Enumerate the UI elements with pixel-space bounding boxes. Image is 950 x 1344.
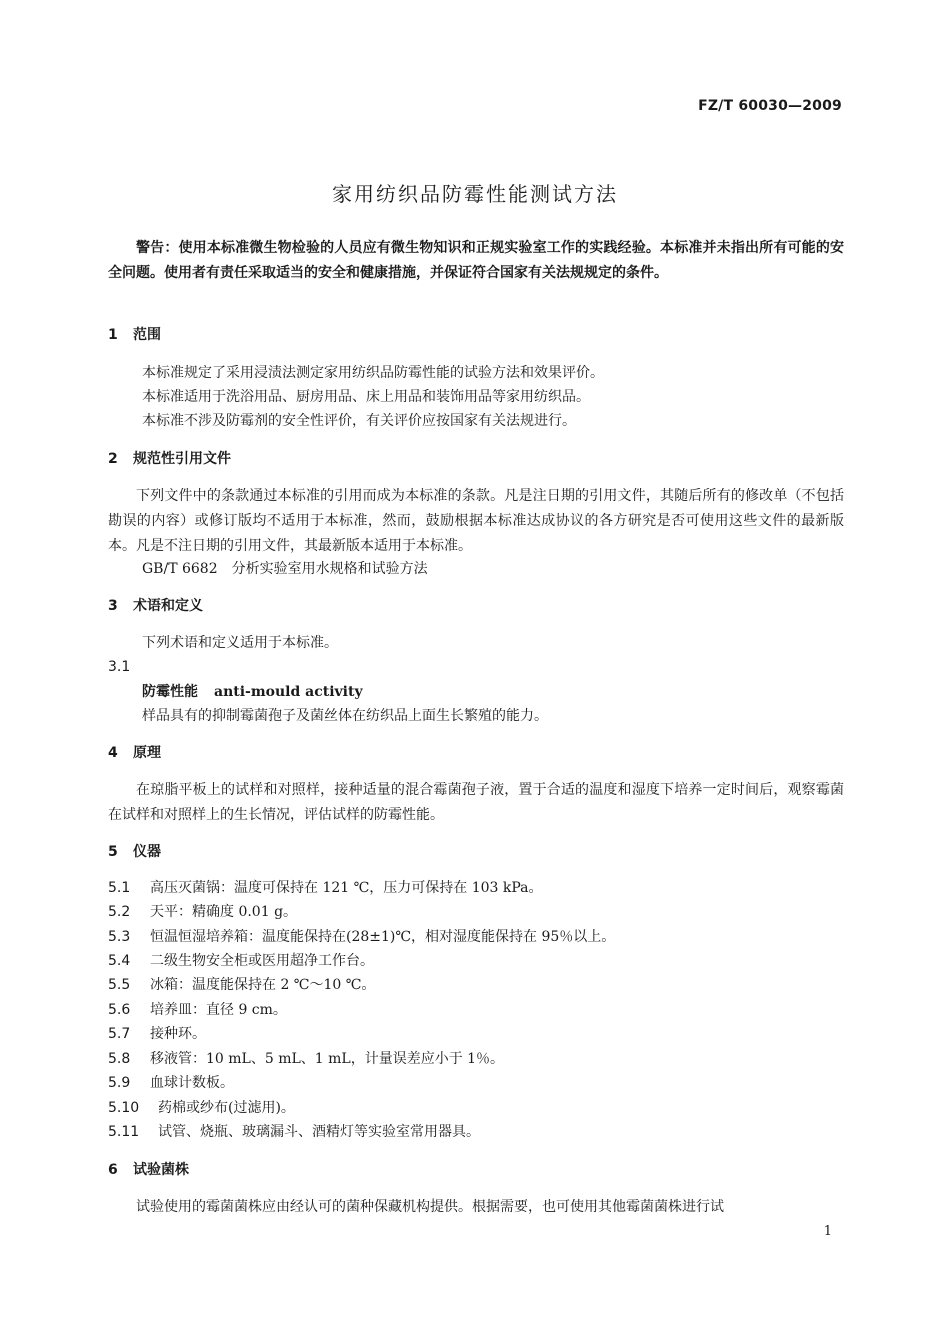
item-number: 5.2 <box>108 904 131 920</box>
apparatus-item <box>108 1049 504 1069</box>
term-english: anti-mould activity <box>214 684 363 700</box>
apparatus-item <box>108 975 375 995</box>
section-number: 6 <box>108 1162 118 1178</box>
principle-paragraph: 在琼脂平板上的试样和对照样，接种适量的混合霉菌孢子液，置于合适的温度和湿度下培养一定时间后，观察霉菌在试样和对照样上的生长情况，评估试样的防霉性能。 <box>108 782 844 823</box>
item-number: 5.10 <box>108 1100 140 1116</box>
section-title: 范围 <box>133 327 161 343</box>
item-number: 5.4 <box>108 953 131 969</box>
apparatus-item <box>108 878 543 898</box>
scope-line-2: 本标准适用于洗浴用品、厨房用品、床上用品和装饰用品等家用纺织品。 <box>142 389 590 405</box>
section-number: 2 <box>108 451 118 467</box>
apparatus-item <box>108 1000 287 1020</box>
subsection-number: 3.1 <box>108 659 131 675</box>
section-number: 4 <box>108 745 118 761</box>
section-title: 术语和定义 <box>133 598 203 614</box>
section-title: 原理 <box>133 745 161 761</box>
scope-line-1: 本标准规定了采用浸渍法测定家用纺织品防霉性能的试验方法和效果评价。 <box>142 365 604 381</box>
term-definition: 样品具有的抑制霉菌孢子及菌丝体在纺织品上面生长繁殖的能力。 <box>142 708 548 724</box>
terms-intro: 下列术语和定义适用于本标准。 <box>142 635 338 651</box>
item-number: 5.3 <box>108 929 131 945</box>
apparatus-item <box>108 1122 480 1142</box>
item-number: 5.6 <box>108 1002 131 1018</box>
item-text: 二级生物安全柜或医用超净工作台。 <box>150 953 374 969</box>
item-text: 天平：精确度 0.01 g。 <box>150 904 298 920</box>
item-number: 5.9 <box>108 1075 131 1091</box>
item-number: 5.5 <box>108 977 131 993</box>
apparatus-item <box>108 927 615 947</box>
item-text: 移液管：10 mL、5 mL、1 mL，计量误差应小于 1％。 <box>150 1051 505 1067</box>
item-number: 5.1 <box>108 880 131 896</box>
section-6-heading <box>108 1160 189 1180</box>
item-text: 试管、烧瓶、玻璃漏斗、酒精灯等实验室常用器具。 <box>158 1124 480 1140</box>
section-1-heading <box>108 325 161 345</box>
section-3-heading <box>108 596 203 616</box>
page-number: 1 <box>823 1224 832 1239</box>
apparatus-item <box>108 1098 295 1118</box>
item-text: 高压灭菌锅：温度可保持在 121 ℃，压力可保持在 103 kPa。 <box>150 880 543 896</box>
term-entry <box>142 682 363 702</box>
item-number: 5.8 <box>108 1051 131 1067</box>
document-title: 家用纺织品防霉性能测试方法 <box>332 182 618 206</box>
item-text: 药棉或纱布(过滤用)。 <box>158 1100 295 1116</box>
section-title: 试验菌株 <box>133 1162 189 1178</box>
section-number: 1 <box>108 327 118 343</box>
apparatus-item <box>108 902 297 922</box>
apparatus-item <box>108 951 374 971</box>
test-strains-paragraph: 试验使用的霉菌菌株应由经认可的菌种保藏机构提供。根据需要，也可使用其他霉菌菌株进行试 <box>136 1199 724 1215</box>
item-text: 恒温恒湿培养箱：温度能保持在(28±1)℃，相对湿度能保持在 95％以上。 <box>150 929 616 945</box>
reference-gbt6682: GB/T 6682 分析实验室用水规格和试验方法 <box>142 561 428 577</box>
item-number: 5.7 <box>108 1026 131 1042</box>
term-chinese: 防霉性能 <box>142 684 198 700</box>
item-text: 培养皿：直径 9 cm。 <box>150 1002 287 1018</box>
item-text: 冰箱：温度能保持在 2 ℃～10 ℃。 <box>150 977 376 993</box>
section-title: 仪器 <box>133 844 161 860</box>
item-text: 血球计数板。 <box>150 1075 234 1091</box>
section-5-heading <box>108 842 161 862</box>
item-number: 5.11 <box>108 1124 140 1140</box>
section-number: 5 <box>108 844 118 860</box>
normative-references-paragraph: 下列文件中的条款通过本标准的引用而成为本标准的条款。凡是注日期的引用文件，其随后所有的修改单（不包括勘误的内容）或修订版均不适用于本标准，然而，鼓励根据本标准达成协议的各方研究是否可使用这些文件的最新版本。凡是不注日期的引用文件，其最新版本适用于本标准。 <box>108 488 844 554</box>
item-text: 接种环。 <box>150 1026 206 1042</box>
scope-line-3: 本标准不涉及防霉剂的安全性评价，有关评价应按国家有关法规进行。 <box>142 413 576 429</box>
section-2-heading <box>108 449 231 469</box>
apparatus-item <box>108 1024 206 1044</box>
warning-paragraph: 警告：使用本标准微生物检验的人员应有微生物知识和正规实验室工作的实践经验。本标准并未指出所有可能的安全问题。使用者有责任采取适当的安全和健康措施，并保证符合国家有关法规规定的条件。 <box>108 240 844 281</box>
section-4-heading <box>108 743 161 763</box>
section-number: 3 <box>108 598 118 614</box>
apparatus-item <box>108 1073 234 1093</box>
section-title: 规范性引用文件 <box>133 451 231 467</box>
standard-code: FZ/T 60030—2009 <box>698 98 842 114</box>
